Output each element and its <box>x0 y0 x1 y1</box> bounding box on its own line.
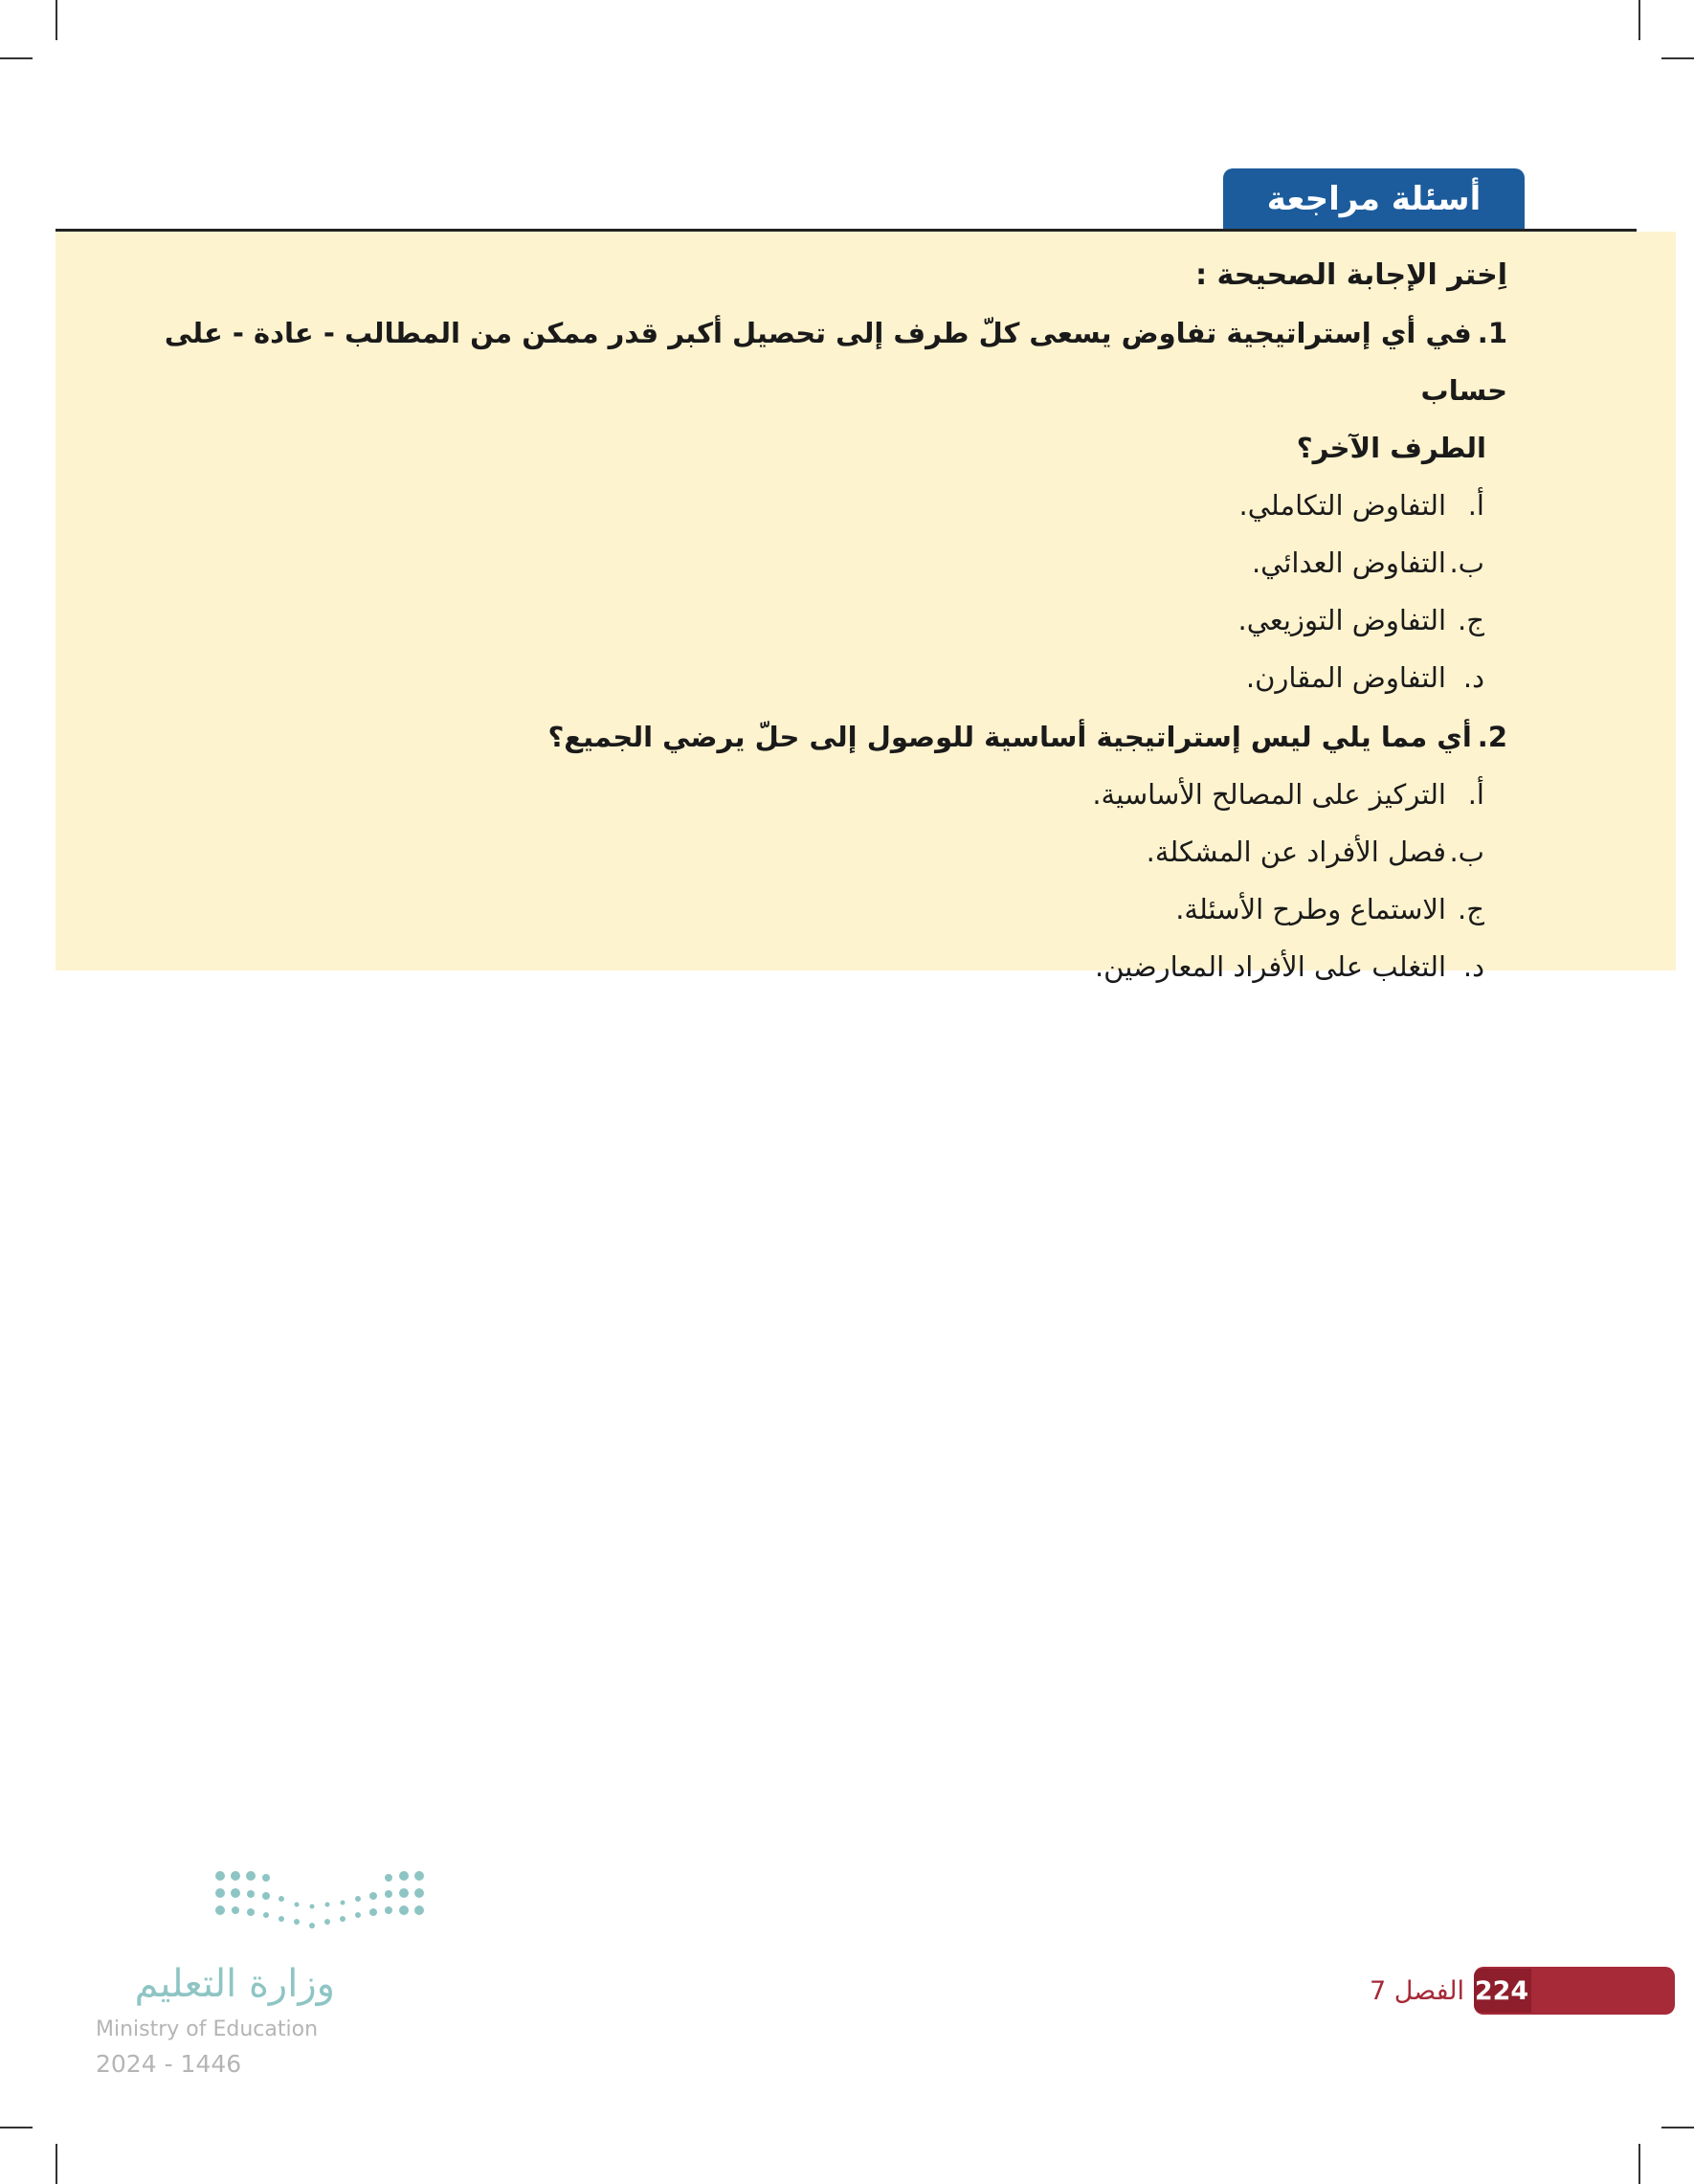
question-2-options <box>72 766 1507 995</box>
crop-mark <box>1638 2144 1640 2184</box>
option-item[interactable] <box>72 591 1484 649</box>
question-2 <box>72 708 1507 766</box>
question-1-options <box>72 477 1507 706</box>
option-item[interactable] <box>72 649 1484 706</box>
option-text: التفاوض التوزيعي. <box>1237 604 1446 636</box>
ministry-logo <box>96 1866 459 2096</box>
question-text: أي مما يلي ليس إستراتيجية أساسية للوصول إلى حلّ يرضي الجميع؟ <box>547 721 1472 753</box>
option-item[interactable] <box>72 477 1484 534</box>
question-text: في أي إستراتيجية تفاوض يسعى كلّ طرف إلى تحصيل أكبر قدر ممكن من المطالب - عادة - على حساب <box>164 317 1507 407</box>
crop-mark <box>0 2127 33 2128</box>
crop-mark <box>56 0 57 40</box>
option-text: الاستماع وطرح الأسئلة. <box>1175 893 1446 925</box>
crop-mark <box>1661 57 1694 59</box>
option-text: التفاوض التكاملي. <box>1238 489 1446 522</box>
crop-mark <box>0 57 33 59</box>
question-1 <box>72 304 1507 477</box>
option-letter: ج. <box>1458 604 1484 636</box>
logo-english-text: Ministry of Education <box>96 2017 319 2041</box>
option-item[interactable] <box>72 766 1484 823</box>
logo-dots-icon <box>211 1866 450 1952</box>
option-text: التفاوض المقارن. <box>1245 661 1446 694</box>
review-questions-box <box>56 232 1676 983</box>
option-item[interactable] <box>72 880 1484 938</box>
option-text: فصل الأفراد عن المشكلة. <box>1146 836 1446 868</box>
option-text: التفاوض العدائي. <box>1251 546 1446 579</box>
question-number: 1. <box>1477 317 1507 349</box>
logo-arabic-text: وزارة التعليم <box>134 1962 335 2006</box>
section-title: أسئلة مراجعة <box>1223 168 1525 230</box>
option-item[interactable] <box>72 938 1484 995</box>
option-item[interactable] <box>72 534 1484 591</box>
logo-year-text: 2024 - 1446 <box>96 2050 242 2078</box>
option-text: التركيز على المصالح الأساسية. <box>1092 778 1446 811</box>
crop-mark <box>56 2144 57 2184</box>
chapter-label: الفصل 7 <box>1369 1975 1464 2006</box>
instruction-text: اِختر الإجابة الصحيحة : <box>1195 258 1507 292</box>
crop-mark <box>1638 0 1640 40</box>
option-letter: أ. <box>1467 489 1484 522</box>
option-letter: د. <box>1462 950 1484 983</box>
option-letter: أ. <box>1467 778 1484 811</box>
question-number: 2. <box>1477 721 1507 753</box>
option-text: التغلب على الأفراد المعارضين. <box>1094 950 1446 983</box>
question-text-continued: الطرف الآخر؟ <box>1296 432 1486 464</box>
option-letter: ج. <box>1458 893 1484 925</box>
review-content <box>72 256 1507 997</box>
option-letter: ب. <box>1449 836 1484 868</box>
option-letter: ب. <box>1449 546 1484 579</box>
crop-mark <box>1661 2127 1694 2128</box>
page-number: 224 <box>1474 1975 1529 2006</box>
option-item[interactable] <box>72 823 1484 880</box>
option-letter: د. <box>1462 661 1484 694</box>
